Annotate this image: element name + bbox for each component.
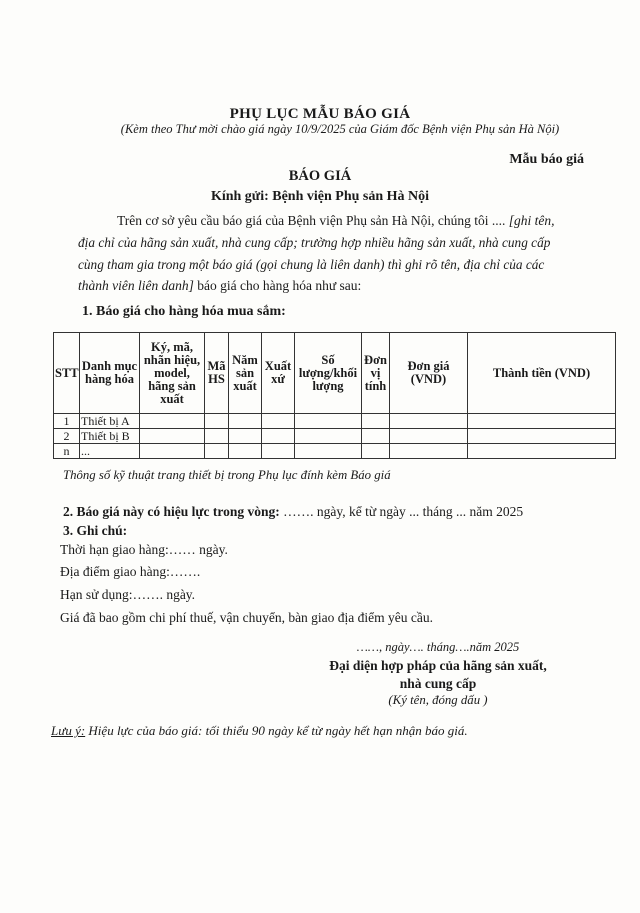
table-cell: Thiết bị A (80, 414, 140, 429)
table-cell (362, 414, 390, 429)
intro-line-4 (78, 278, 361, 294)
table-cell: Thiết bị B (80, 429, 140, 444)
table-cell: n (54, 444, 80, 459)
intro-line-2: địa chỉ của hãng sản xuất, nhà cung cấp; trường hợp nhiều hãng sản xuất, nhà cung cấp (78, 235, 551, 250)
table-cell (140, 429, 205, 444)
table-cell (362, 429, 390, 444)
signature-title-line-1: Đại diện hợp pháp của hãng sản xuất, (329, 658, 547, 673)
table-cell (468, 444, 616, 459)
document-subtitle: (Kèm theo Thư mời chào giá ngày 10/9/2025 của Giám đốc Bệnh viện Phụ sản Hà Nội) (120, 122, 560, 136)
table-row (54, 444, 616, 459)
document-title: PHỤ LỤC MẪU BÁO GIÁ (229, 106, 411, 122)
table-header-cell: Đơn giá (VND) (390, 333, 468, 414)
table-header-cell: STT (54, 333, 80, 414)
signature-note: (Ký tên, đóng dấu ) (388, 693, 488, 707)
table-cell (362, 444, 390, 459)
table-header-cell: Thành tiền (VND) (468, 333, 616, 414)
table-cell (295, 429, 362, 444)
table-cell (140, 414, 205, 429)
quote-heading: BÁO GIÁ (288, 168, 352, 184)
intro-text: Trên cơ sở yêu cầu báo giá của Bệnh viện Phụ sản Hà Nội, chúng tôi .... (117, 213, 509, 228)
template-label: Mẫu báo giá (509, 152, 584, 167)
table-cell (205, 429, 229, 444)
section-1-heading: 1. Báo giá cho hàng hóa mua sắm: (82, 304, 286, 319)
table-header-cell: Đơn vị tính (362, 333, 390, 414)
table-header-cell: Số lượng/khối lượng (295, 333, 362, 414)
table-cell (205, 444, 229, 459)
table-cell (229, 429, 262, 444)
footnote-label: Lưu ý: (51, 723, 86, 738)
note-price-inclusion: Giá đã bao gồm chi phí thuế, vận chuyển, bàn giao địa điểm yêu cầu. (60, 610, 434, 625)
table-row (54, 414, 616, 429)
table-cell (140, 444, 205, 459)
table-cell (262, 414, 295, 429)
note-delivery-place: Địa điểm giao hàng:……. (60, 564, 201, 579)
section-2-heading: 2. Báo giá này có hiệu lực trong vòng: (63, 504, 280, 519)
table-row (54, 429, 616, 444)
section-3-heading: 3. Ghi chú: (63, 523, 128, 538)
note-expiry: Hạn sử dụng:……. ngày. (60, 587, 196, 602)
table-cell (229, 444, 262, 459)
footnote (51, 723, 468, 739)
table-cell (262, 429, 295, 444)
table-cell (295, 444, 362, 459)
table-cell: 2 (54, 429, 80, 444)
table-cell (390, 429, 468, 444)
intro-italic: thành viên liên danh] (78, 278, 194, 293)
table-cell (468, 429, 616, 444)
table-cell (295, 414, 362, 429)
table-cell (229, 414, 262, 429)
table-header-cell: Danh mục hàng hóa (80, 333, 140, 414)
table-cell (468, 414, 616, 429)
price-quote-table (53, 332, 616, 459)
table-cell (205, 414, 229, 429)
date-line: ……, ngày…. tháng….năm 2025 (356, 640, 520, 654)
section-2-line (63, 504, 523, 520)
table-note: Thông số kỹ thuật trang thiết bị trong Phụ lục đính kèm Báo giá (63, 468, 391, 482)
intro-line-1 (117, 213, 554, 229)
table-header-cell: Xuất xứ (262, 333, 295, 414)
table-header-cell: Năm sản xuất (229, 333, 262, 414)
table-cell (390, 414, 468, 429)
table-header-cell: Mã HS (205, 333, 229, 414)
table-cell: 1 (54, 414, 80, 429)
table-cell (390, 444, 468, 459)
table-header-cell: Ký, mã, nhãn hiệu, model, hãng sản xuất (140, 333, 205, 414)
intro-italic: [ghi tên, (508, 213, 555, 228)
table-header-row (54, 333, 616, 414)
intro-text: báo giá cho hàng hóa như sau: (193, 278, 362, 293)
section-2-value: ……. ngày, kể từ ngày ... tháng ... năm 2025 (279, 504, 524, 519)
intro-line-3: cùng tham gia trong một báo giá (gọi chung là liên danh) thì ghi rõ tên, địa chỉ của các (78, 257, 545, 272)
signature-title-line-2: nhà cung cấp (399, 676, 477, 691)
table-cell: ... (80, 444, 140, 459)
note-delivery-time: Thời hạn giao hàng:…… ngày. (60, 542, 228, 557)
footnote-text: Hiệu lực của báo giá: tối thiểu 90 ngày kể từ ngày hết hạn nhận báo giá. (85, 723, 468, 738)
addressee: Kính gửi: Bệnh viện Phụ sản Hà Nội (210, 189, 430, 204)
table-cell (262, 444, 295, 459)
